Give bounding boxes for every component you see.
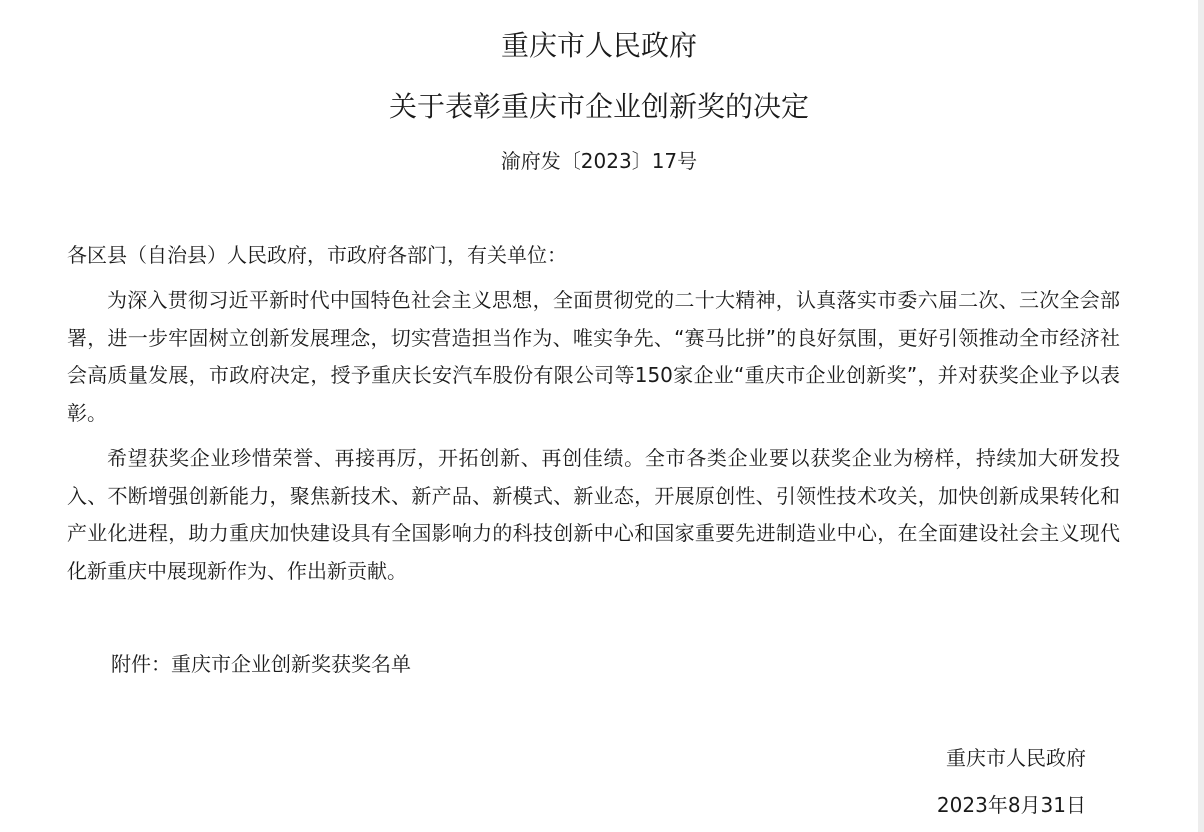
addressee-line: 各区县（自治县）人民政府，市政府各部门，有关单位：	[67, 243, 567, 267]
body-paragraph-1: 为深入贯彻习近平新时代中国特色社会主义思想，全面贯彻党的二十大精神，认真落实市委六届二次、三次全会部署，进一步牢固树立创新发展理念，切实营造担当作为、唯实争先、“赛马比拼”的良好氛围，更好引领推动全市经济社会高质量发展，市政府决定，授予重庆长安汽车股份有限公司等150家企业“重庆市企业创新奖”，并对获奖企业予以表彰。	[67, 288, 1120, 425]
document-issuer-title: 重庆市人民政府	[500, 29, 697, 62]
vertical-scrollbar[interactable]	[1198, 0, 1204, 832]
body-paragraph-2: 希望获奖企业珍惜荣誉、再接再厉，开拓创新、再创佳绩。全市各类企业要以获奖企业为榜样，持续加大研发投入、不断增强创新能力，聚焦新技术、新产品、新模式、新业态，开展原创性、引领性技术攻关，加快创新成果转化和产业化进程，助力重庆加快建设具有全国影响力的科技创新中心和国家重要先进制造业中心，在全面建设社会主义现代化新重庆中展现新作为、作出新贡献。	[67, 446, 1120, 583]
signature-organization: 重庆市人民政府	[946, 746, 1086, 770]
document-subject-title: 关于表彰重庆市企业创新奖的决定	[388, 90, 809, 123]
signature-date: 2023年8月31日	[936, 793, 1086, 817]
attachment-link[interactable]: 附件：重庆市企业创新奖获奖名单	[111, 652, 411, 676]
document-number: 渝府发〔2023〕17号	[500, 149, 698, 173]
